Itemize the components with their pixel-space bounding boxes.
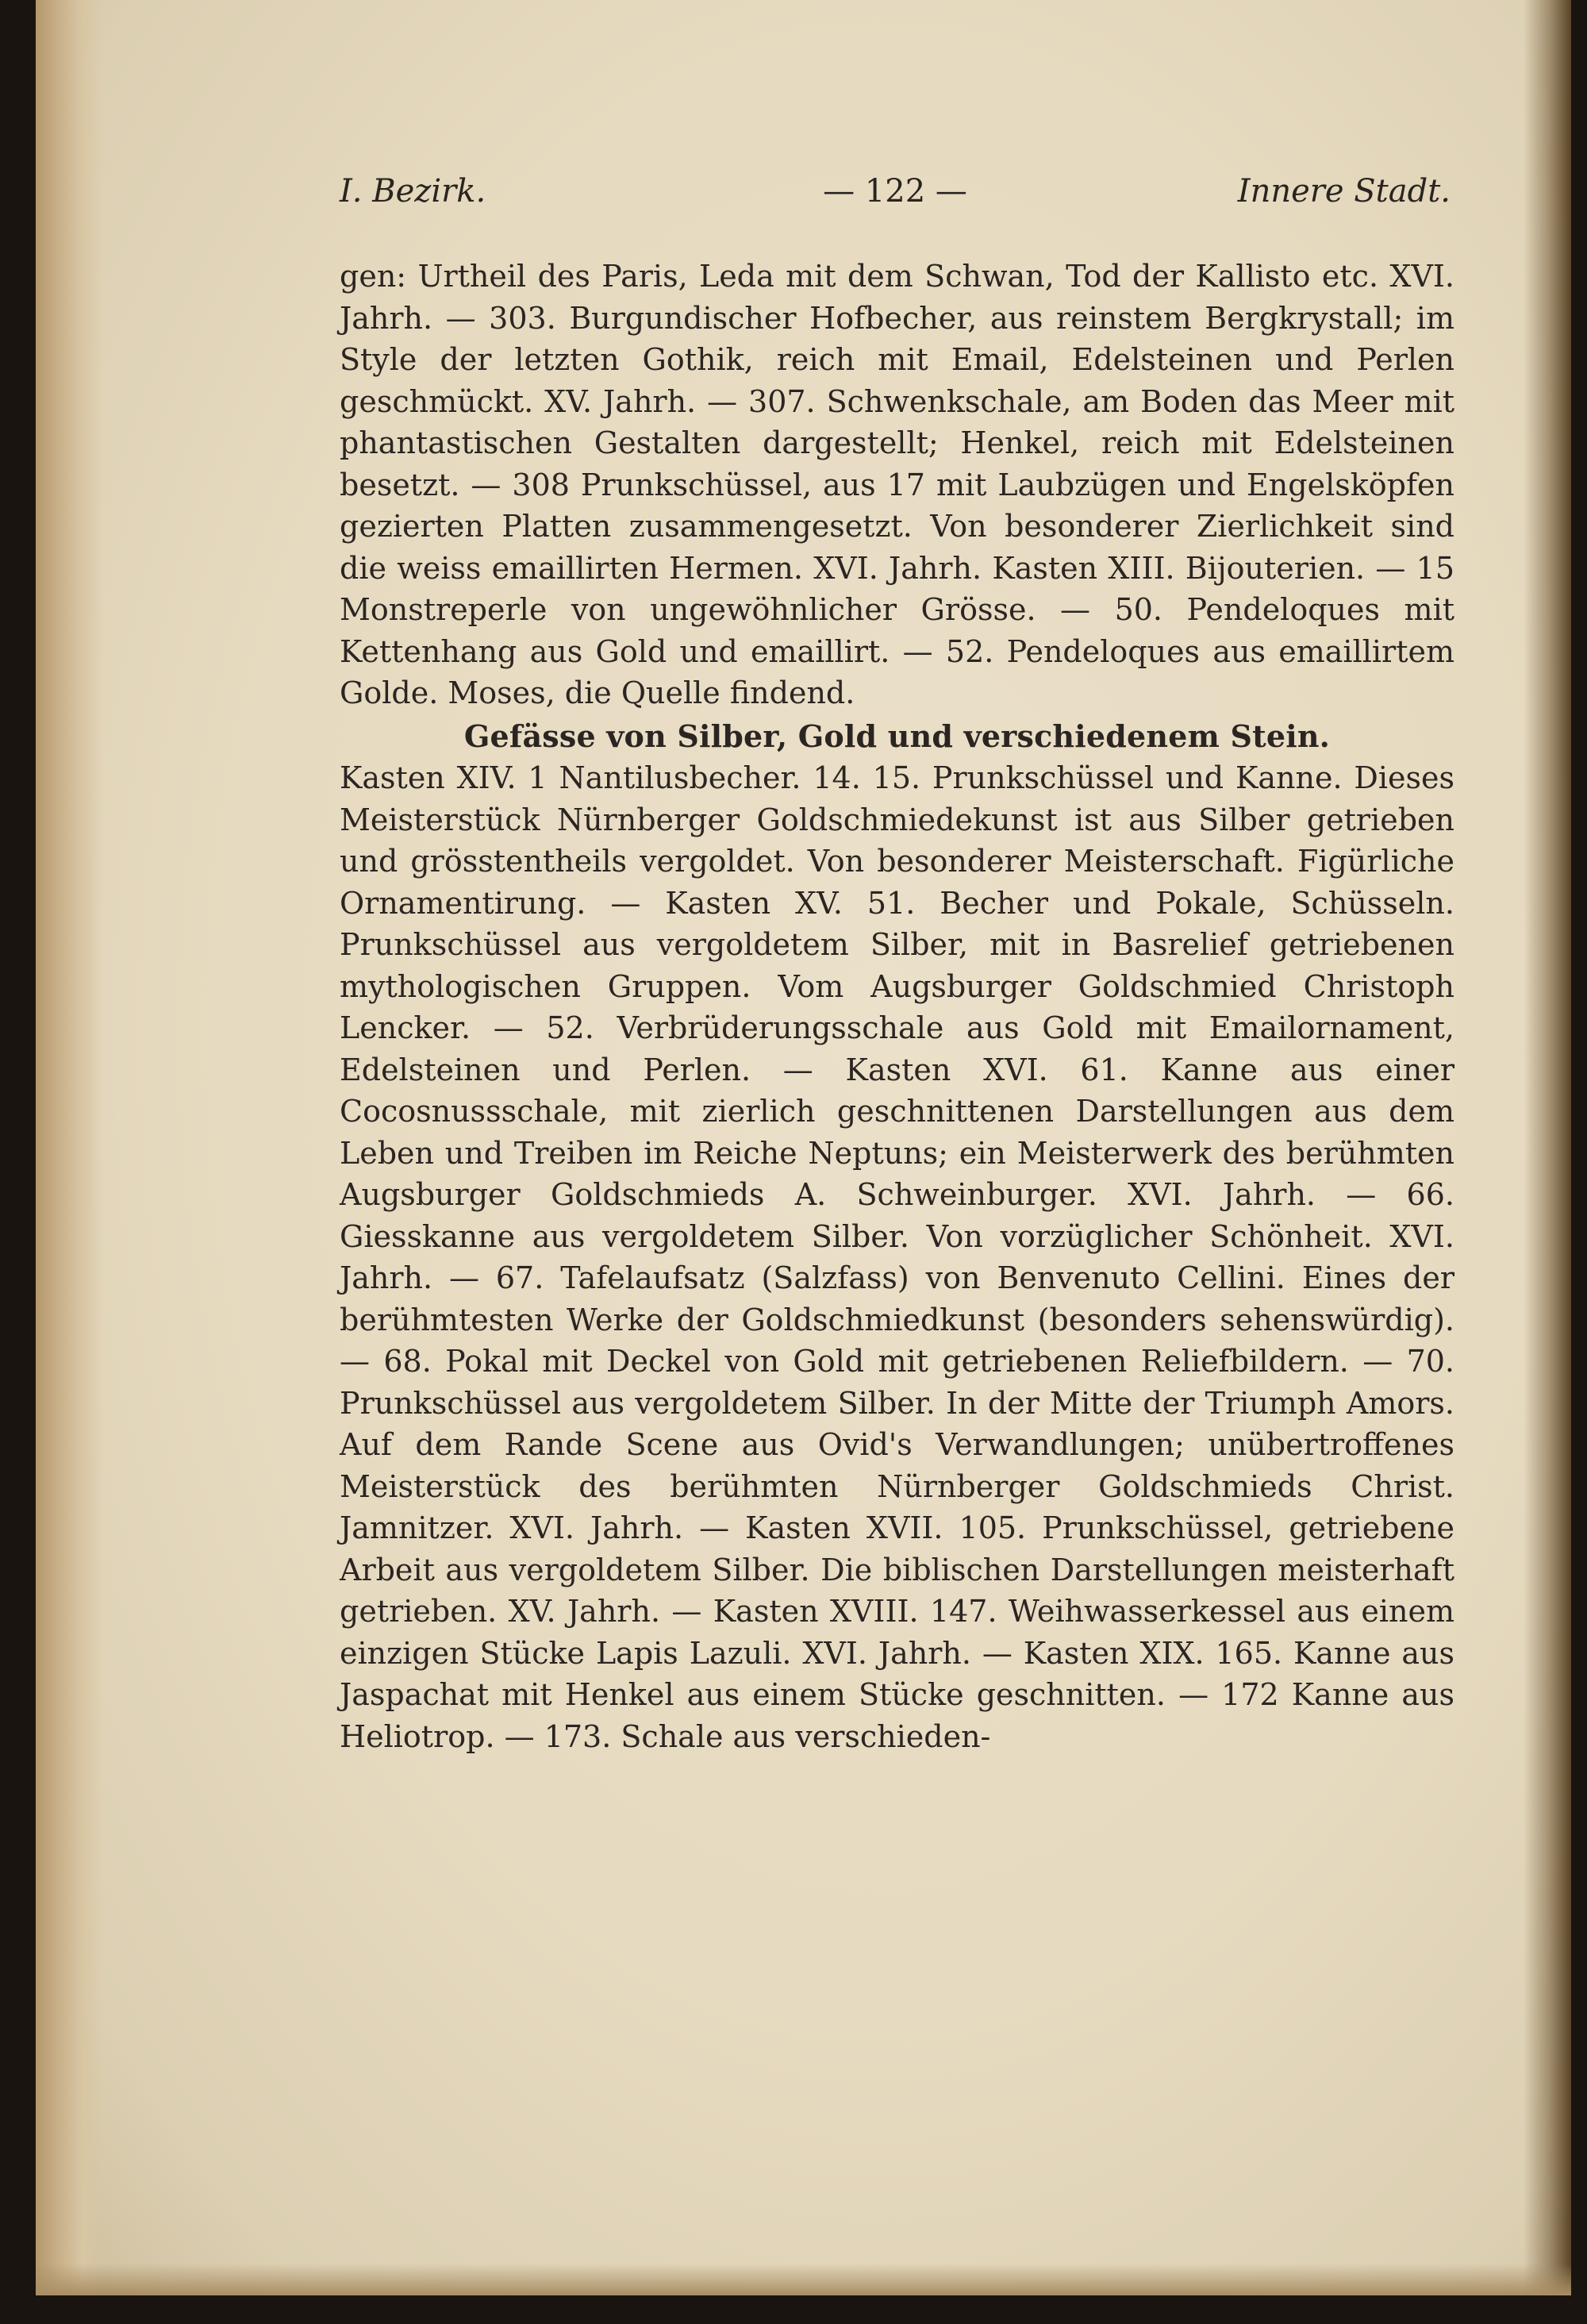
page-bottom-edge — [36, 2264, 1571, 2295]
page-number: — 122 — — [823, 173, 967, 210]
running-header — [340, 173, 1451, 221]
paragraph-continued: gen: Urtheil des Paris, Leda mit dem Schwan, Tod der Kallisto etc. XVI. Jahrh. — 303. Burgundischer Hofbecher, aus reinstem Bergkrystall; im Style der letzten Gothik, reich mit Email, Edelsteinen und Perlen geschmückt. XV. Jahrh. — 307. Schwenkschale, am Boden das Meer mit phantastischen Gestalten dargestellt; Henkel, reich mit Edelsteinen besetzt. — 308 Prunkschüssel, aus 17 mit Laubzügen und Engelsköpfen gezierten Platten zusammengesetzt. Von besonderer Zierlichkeit sind die weiss emaillirten Hermen. XVI. Jahrh. Kasten XIII. Bijouterien. — 15 Monstreperle von ungewöhnlicher Grösse. — 50. Pendeloques mit Kettenhang aus Gold und emaillirt. — 52. Pendeloques aus emaillirtem Golde. Moses, die Quelle findend. — [340, 259, 1454, 710]
body-text — [340, 256, 1454, 1757]
book-gutter-shadow — [1524, 0, 1571, 2295]
header-district: I. Bezirk. — [340, 173, 486, 210]
page-left-edge — [36, 0, 103, 2295]
section-heading: Gefässe von Silber, Gold und verschiedenem Stein. — [463, 718, 1331, 754]
header-section: Innere Stadt. — [1237, 173, 1451, 210]
paragraph-collection: Kasten XIV. 1 Nantilusbecher. 14. 15. Prunkschüssel und Kanne. Dieses Meisterstück Nürnberger Goldschmiedekunst ist aus Silber getrieben und grösstentheils vergoldet. Von besonderer Meisterschaft. Figürliche Ornamentirung. — Kasten XV. 51. Becher und Pokale, Schüsseln. Prunkschüssel aus vergoldetem Silber, mit in Basrelief getriebenen mythologischen Gruppen. Vom Augsburger Goldschmied Christoph Lencker. — 52. Verbrüderungsschale aus Gold mit Emailornament, Edelsteinen und Perlen. — Kasten XVI. 61. Kanne aus einer Cocosnussschale, mit zierlich geschnittenen Darstellungen aus dem Leben und Treiben im Reiche Neptuns; ein Meisterwerk des berühmten Augsburger Goldschmieds A. Schweinburger. XVI. Jahrh. — 66. Giesskanne aus vergoldetem Silber. Von vorzüglicher Schönheit. XVI. Jahrh. — 67. Tafelaufsatz (Salzfass) von Benvenuto Cellini. Eines der berühmtesten Werke der Goldschmiedkunst (besonders sehenswürdig). — 68. Pokal mit Deckel von Gold mit getriebenen Reliefbildern. — 70. Prunkschüssel aus vergoldetem Silber. In der Mitte der Triumph Amors. Auf dem Rande Scene aus Ovid's Verwandlungen; unübertroffenes Meisterstück des berühmten Nürnberger Goldschmieds Christ. Jamnitzer. XVI. Jahrh. — Kasten XVII. 105. Prunkschüssel, getriebene Arbeit aus vergoldetem Silber. Die biblischen Darstellungen meisterhaft getrieben. XV. Jahrh. — Kasten XVIII. 147. Weihwasserkessel aus einem einzigen Stücke Lapis Lazuli. XVI. Jahrh. — Kasten XIX. 165. Kanne aus Jaspachat mit Henkel aus einem Stücke geschnitten. — 172 Kanne aus Heliotrop. — 173. Schale aus verschieden- — [340, 760, 1454, 1754]
